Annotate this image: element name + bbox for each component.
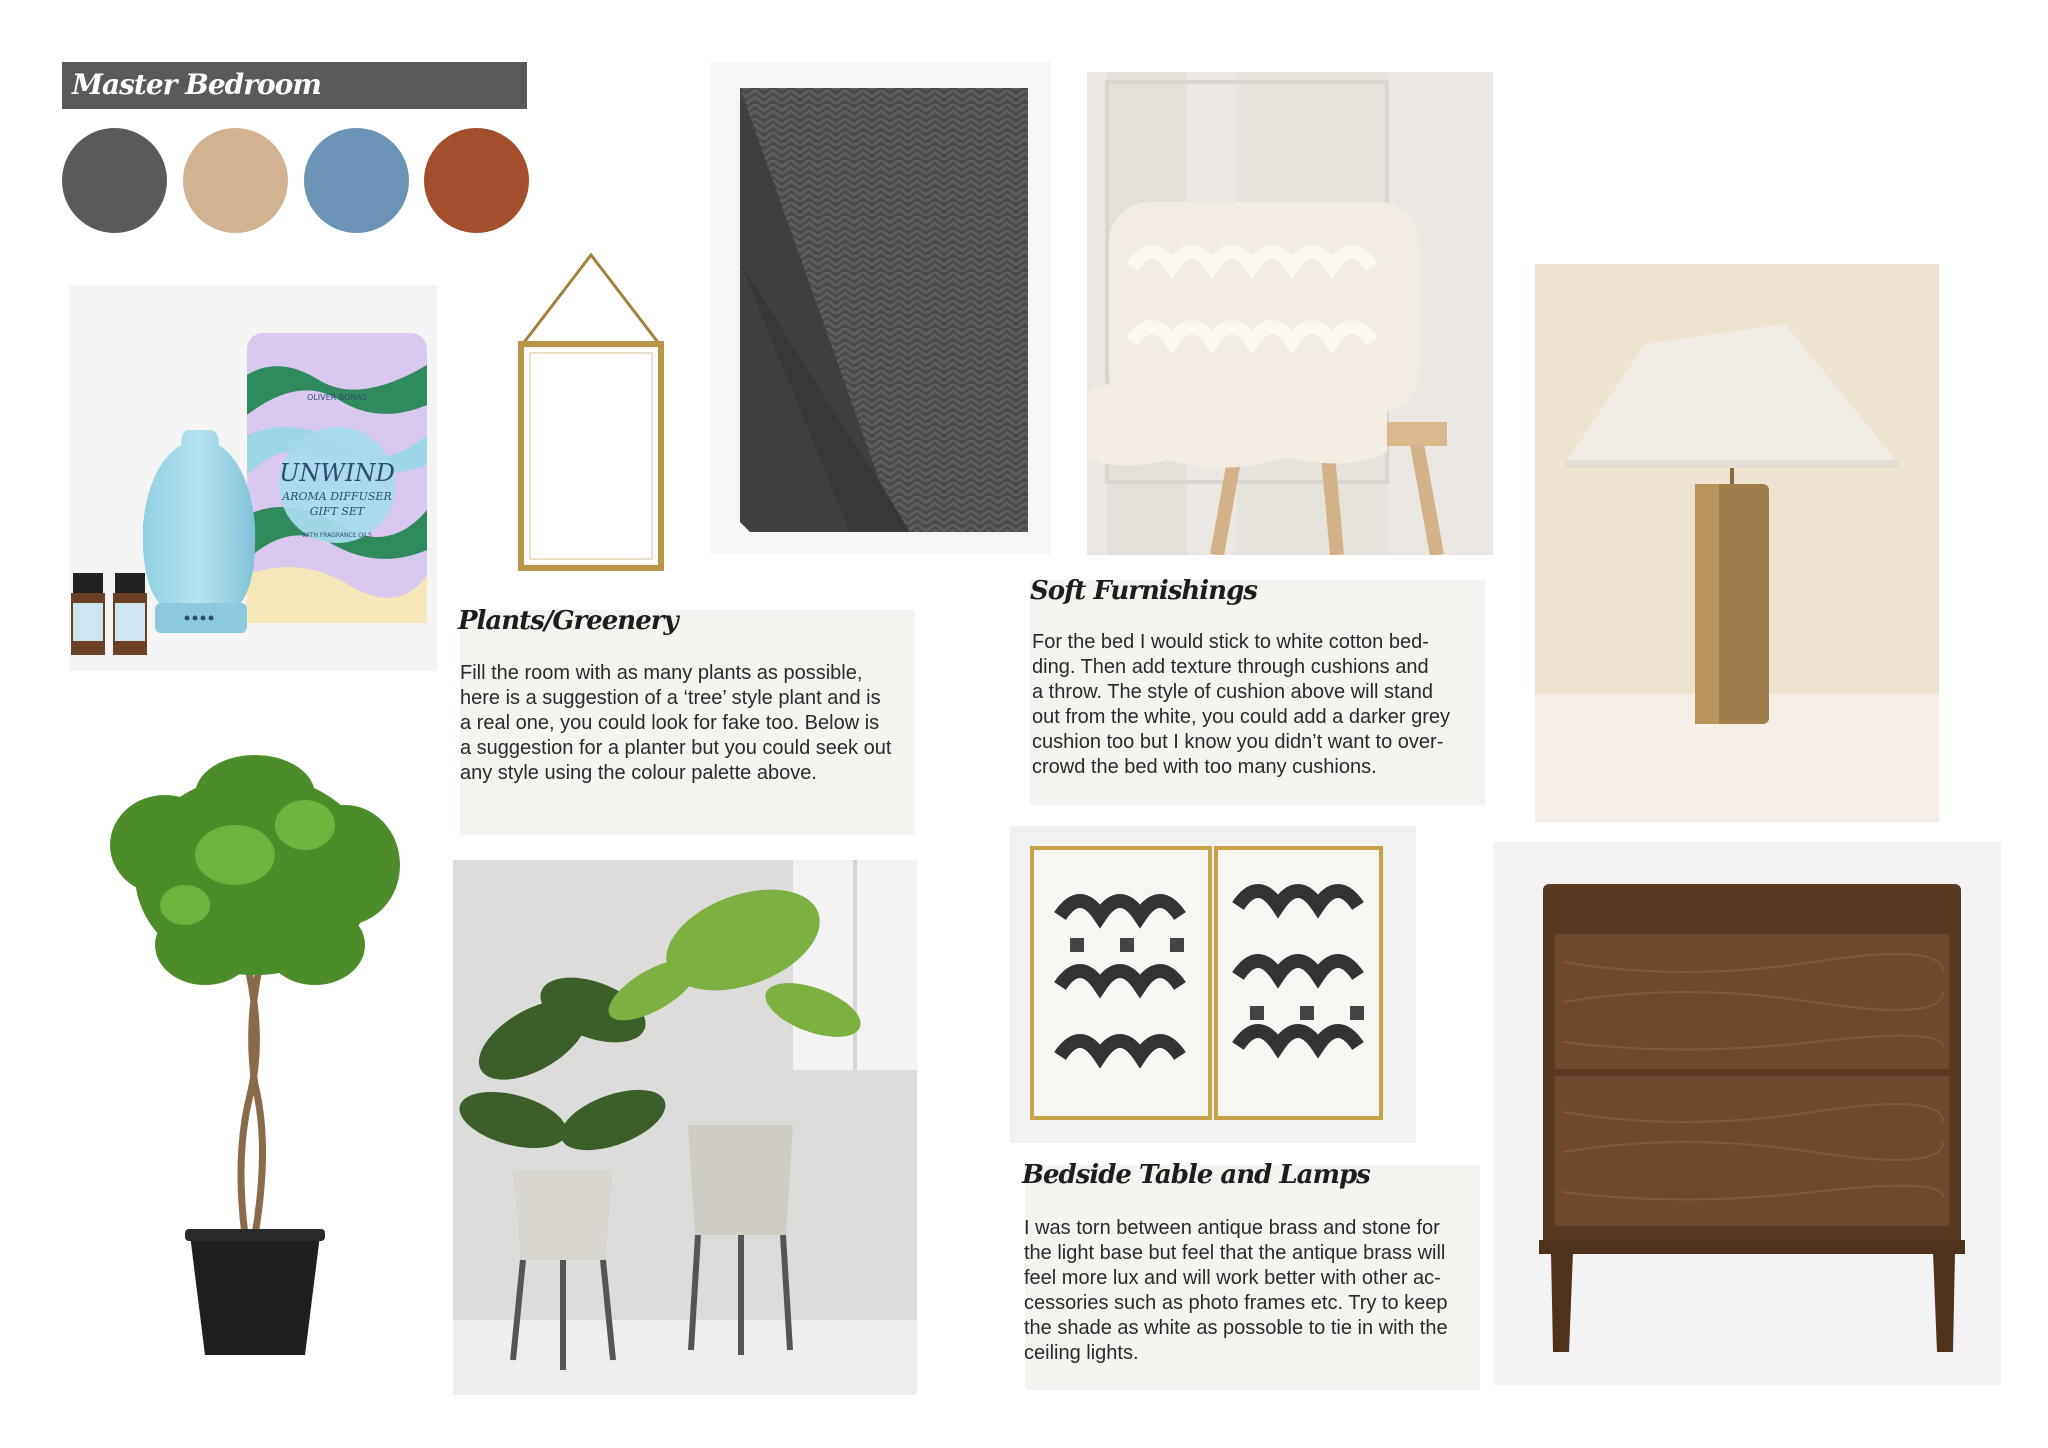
palette-swatch-sand (183, 128, 288, 233)
plants-description: Fill the room with as many plants as possible, here is a suggestion of a ‘tree’ style plant and is a real one, you could look for fake too. Below is a suggestion for a planter but you could seek out any style using the colour palette above. (460, 662, 892, 784)
moodboard-title-bar (62, 62, 527, 109)
palette-swatch-blue (304, 128, 409, 233)
box-line1: AROMA DIFFUSER (282, 490, 392, 503)
box-title: UNWIND (279, 459, 395, 487)
knitted-throw-image (710, 62, 1051, 554)
tufted-cushion-image (1087, 72, 1493, 555)
brass-hanging-frame-image (508, 250, 674, 575)
aroma-diffuser-image (69, 285, 437, 671)
palette-swatch-charcoal (62, 128, 167, 233)
walnut-bedside-table-image (1493, 842, 2001, 1385)
soft-furnishings-heading: Soft Furnishings (1030, 576, 1257, 606)
moodboard-title: Master Bedroom (72, 68, 321, 101)
brass-table-lamp-image (1535, 264, 1939, 822)
box-line2: GIFT SET (309, 505, 365, 518)
plants-heading: Plants/Greenery (458, 606, 678, 636)
soft-furnishings-description: For the bed I would stick to white cotton bed- ding. Then add texture through cushions and a throw. The style of cushion above will stand out from the white, you could add a darker grey cushion too but I know you didn’t want to over- crowd the bed with too many cushions. (1032, 631, 1451, 778)
diffuser-shape (143, 430, 255, 633)
bedside-heading: Bedside Table and Lamps (1022, 1160, 1370, 1190)
bedside-description: I was torn between antique brass and stone for the light base but feel that the antique brass will feel more lux and will work better with other ac- cessories such as photo frames etc. Try to keep the shade as white as possoble to tie in with the ceiling lights. (1024, 1217, 1448, 1364)
box-footer: WITH FRAGRANCE OILS (302, 532, 372, 539)
ficus-tree-image (105, 755, 405, 1365)
planters-on-stands-image (453, 860, 917, 1395)
box-brand: OLIVER BONAS (307, 393, 367, 402)
double-photo-frame-image (1010, 826, 1416, 1143)
palette-swatch-orange (424, 128, 529, 233)
oil-bottles (71, 573, 147, 655)
